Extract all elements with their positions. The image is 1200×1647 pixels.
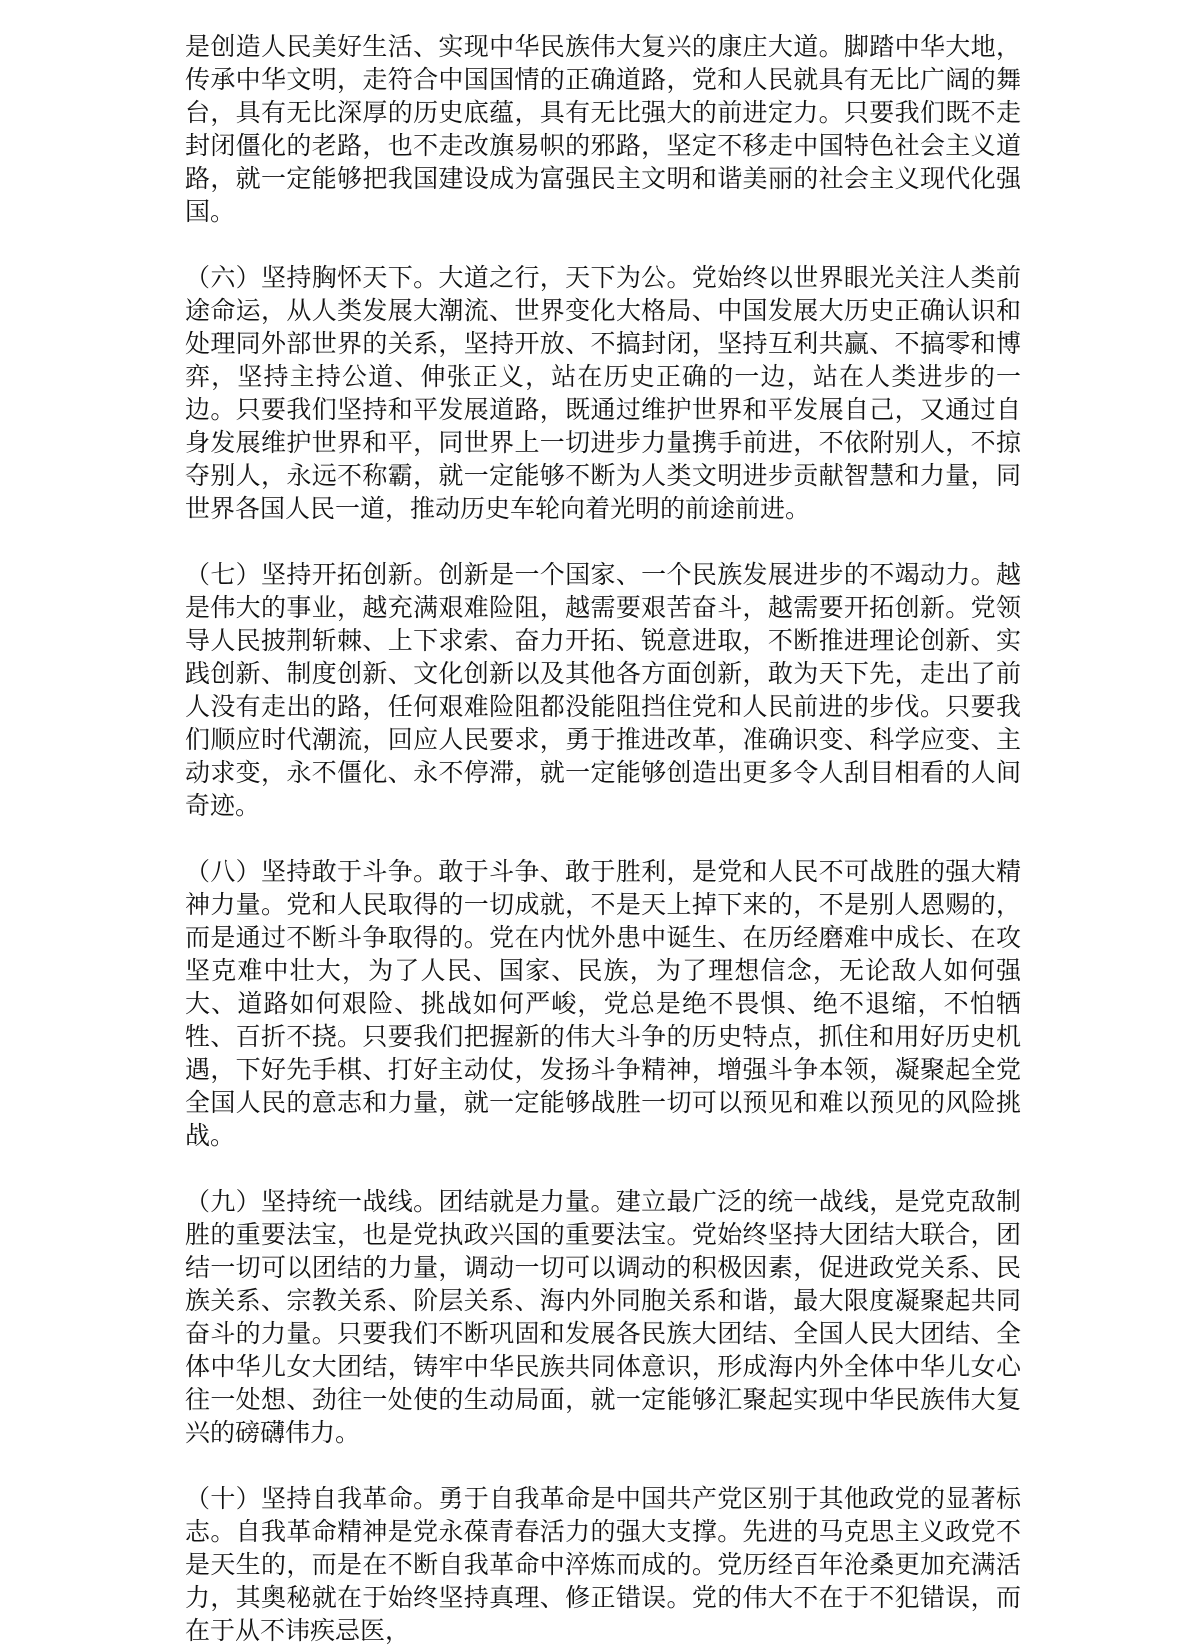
paragraph-ten-self-revolution: （十）坚持自我革命。勇于自我革命是中国共产党区别于其他政党的显著标志。自我革命精神是党永葆青春活力的强大支撑。先进的马克思主义政党不是天生的，而是在不断自我革命中淬炼而成的。党历经百年沧桑更加充满活力，其奥秘就在于始终坚持真理、修正错误。党的伟大不在于不犯错误，而在于从不讳疾忌医， [185, 1484, 1021, 1645]
paragraph-nine-united-front: （九）坚持统一战线。团结就是力量。建立最广泛的统一战线，是党克敌制胜的重要法宝，也是党执政兴国的重要法宝。党始终坚持大团结大联合，团结一切可以团结的力量，调动一切可以调动的积极因素，促进政党关系、民族关系、宗教关系、阶层关系、海内外同胞关系和谐，最大限度凝聚起共同奋斗的力量。只要我们不断巩固和发展各民族大团结、全国人民大团结、全体中华儿女大团结，铸牢中华民族共同体意识，形成海内外全体中华儿女心往一处想、劲往一处使的生动局面，就一定能够汇聚起实现中华民族伟大复兴的磅礴伟力。 [185, 1187, 1021, 1447]
paragraph-six-world-vision: （六）坚持胸怀天下。大道之行，天下为公。党始终以世界眼光关注人类前途命运，从人类发展大潮流、世界变化大格局、中国发展大历史正确认识和处理同外部世界的关系，坚持开放、不搞封闭，坚持互利共赢、不搞零和博弈，坚持主持公道、伸张正义，站在历史正确的一边，站在人类进步的一边。只要我们坚持和平发展道路，既通过维护世界和平发展自己，又通过自身发展维护世界和平，同世界上一切进步力量携手前进，不依附别人，不掠夺别人，永远不称霸，就一定能够不断为人类文明进步贡献智慧和力量，同世界各国人民一道，推动历史车轮向着光明的前途前进。 [185, 263, 1021, 523]
paragraph-road: 是创造人民美好生活、实现中华民族伟大复兴的康庄大道。脚踏中华大地，传承中华文明，走符合中国国情的正确道路，党和人民就具有无比广阔的舞台，具有无比深厚的历史底蕴，具有无比强大的前进定力。只要我们既不走封闭僵化的老路，也不走改旗易帜的邪路，坚定不移走中国特色社会主义道路，就一定能够把我国建设成为富强民主文明和谐美丽的社会主义现代化强国。 [185, 32, 1021, 226]
paragraph-eight-struggle: （八）坚持敢于斗争。敢于斗争、敢于胜利，是党和人民不可战胜的强大精神力量。党和人民取得的一切成就，不是天上掉下来的，不是别人恩赐的，而是通过不断斗争取得的。党在内忧外患中诞生、在历经磨难中成长、在攻坚克难中壮大，为了人民、国家、民族，为了理想信念，无论敌人如何强大、道路如何艰险、挑战如何严峻，党总是绝不畏惧、绝不退缩，不怕牺牲、百折不挠。只要我们把握新的伟大斗争的历史特点，抓住和用好历史机遇，下好先手棋、打好主动仗，发扬斗争精神，增强斗争本领，凝聚起全党全国人民的意志和力量，就一定能够战胜一切可以预见和难以预见的风险挑战。 [185, 857, 1021, 1150]
paragraph-seven-innovation: （七）坚持开拓创新。创新是一个国家、一个民族发展进步的不竭动力。越是伟大的事业，越充满艰难险阻，越需要艰苦奋斗，越需要开拓创新。党领导人民披荆斩棘、上下求索、奋力开拓、锐意进取，不断推进理论创新、实践创新、制度创新、文化创新以及其他各方面创新，敢为天下先，走出了前人没有走出的路，任何艰难险阻都没能阻挡住党和人民前进的步伐。只要我们顺应时代潮流，回应人民要求，勇于推进改革，准确识变、科学应变、主动求变，永不僵化、永不停滞，就一定能够创造出更多令人刮目相看的人间奇迹。 [185, 560, 1021, 820]
document-page [185, 30, 1021, 1647]
